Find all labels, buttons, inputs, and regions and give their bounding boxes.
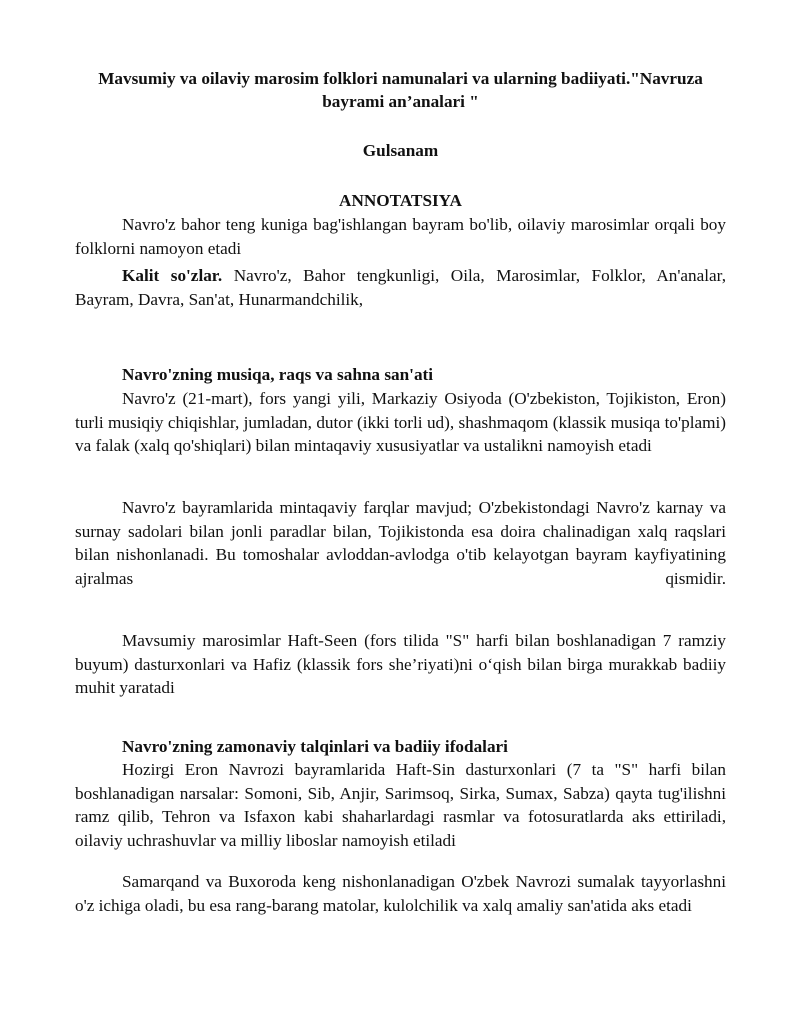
document-title <box>75 67 726 113</box>
title-line-1: Mavsumiy va oilaviy marosim folklori namunalari va ularning badiiyati."Navruza <box>98 69 703 88</box>
section-2-heading: Navro'zning zamonaviy talqinlari va badiiy ifodalari <box>122 737 508 756</box>
section-1-heading: Navro'zning musiqa, raqs va sahna san'ati <box>122 365 434 384</box>
annotation-heading: ANNOTATSIYA <box>339 191 462 210</box>
author-name: Gulsanam <box>362 141 439 160</box>
annotation-text: Navro'z bahor teng kuniga bag'ishlangan bayram bo'lib, oilaviy marosimlar orqali boy folklorni namoyon etadi <box>75 215 726 258</box>
section-1-paragraph-2: Navro'z bayramlarida mintaqaviy farqlar mavjud; O'zbekistondagi Navro'z karnay va surnay sadolari bilan jonli paradlar bilan, Tojikistonda esa doira chalinadigan xalq raqslari bilan nishonlanadi. Bu tomoshalar avloddan-avlodga o'tib kelayotgan bayram kayfiyatining ajralmas qismidir. <box>75 498 726 588</box>
keywords-paragraph <box>75 264 726 311</box>
section-2-paragraph-1: Hozirgi Eron Navrozi bayramlarida Haft-Sin dasturxonlari (7 ta "S" harfi bilan boshlanadigan narsalar: Somoni, Sib, Anjir, Sarimsoq, Sirka, Sumax, Sabza) qayta tug'ilishni ramz qilib, Tehron va Isfaxon kabi shaharlardagi rasmlar va fotosuratlarda aks ettiriladi, oilaviy uchrashuvlar va milliy liboslar namoyish etiladi <box>75 760 726 850</box>
section-1-paragraph-1: Navro'z (21-mart), fors yangi yili, Markaziy Osiyoda (O'zbekiston, Tojikiston, Eron) turli musiqiy chiqishlar, jumladan, dutor (ikki torli ud), shashmaqom (klassik musiqa to'plami) va falak (xalq qo'shiqlari) bilan mintaqaviy xususiyatlar va ustalikni namoyish etadi <box>75 389 726 456</box>
keywords-text: Navro'z, Bahor tengkunligi, Oila, Marosimlar, Folklor, An'analar, Bayram, Davra, San'at, Hunarmandchilik, <box>75 266 727 309</box>
title-line-2: bayrami an’analari " <box>322 92 479 111</box>
keywords-label: Kalit so'zlar. <box>122 266 223 285</box>
section-1-paragraph-3: Mavsumiy marosimlar Haft-Seen (fors tilida "S" harfi bilan boshlanadigan 7 ramziy buyum) dasturxonlari va Hafiz (klassik fors she’riyati)ni o‘qish bilan birga murakkab badiiy muhit yaratadi <box>75 631 726 698</box>
section-2-paragraph-2: Samarqand va Buxoroda keng nishonlanadigan O'zbek Navrozi sumalak tayyorlashni o'z ichiga oladi, bu esa rang-barang matolar, kulolchilik va xalq amaliy san'atida aks etadi <box>75 872 726 915</box>
